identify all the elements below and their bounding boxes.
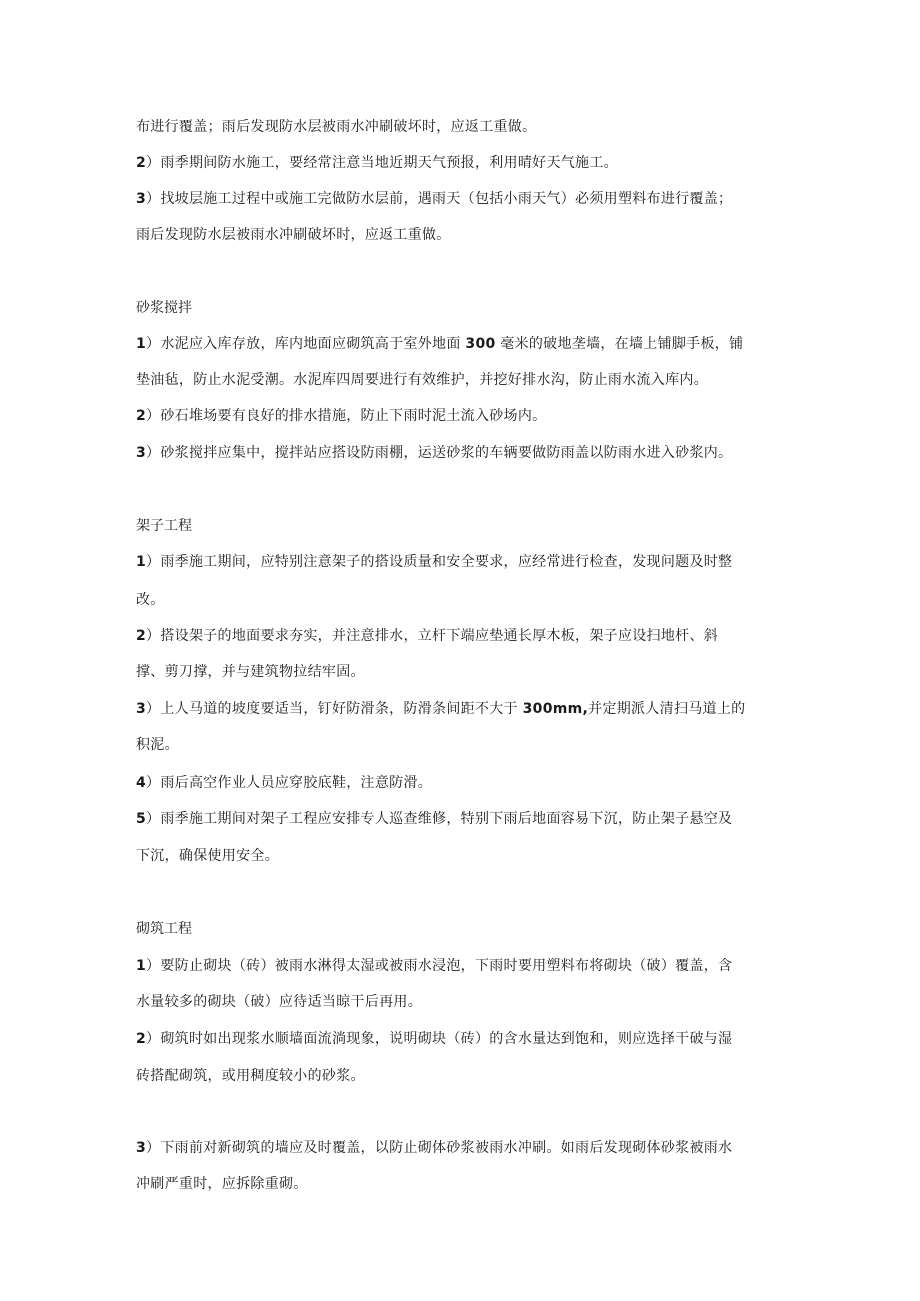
item-number: 4 [136, 775, 147, 791]
list-item [136, 626, 786, 646]
list-item [136, 1138, 786, 1158]
item-number: 5 [136, 811, 147, 827]
item-number: 1 [136, 336, 147, 352]
item-number: 2 [136, 408, 147, 424]
list-item [136, 443, 786, 463]
item-text: ）下雨前对新砌筑的墙应及时覆盖，以防止砌体砂浆被雨水冲刷。如雨后发现砌体砂浆被雨水 [146, 1140, 733, 1156]
paragraph-line [136, 662, 786, 682]
item-text: ）雨季施工期间对架子工程应安排专人巡查维修，特别下雨后地面容易下沉，防止架子悬空及 [146, 811, 733, 827]
section-heading-mortar: 砂浆搅拌 [136, 300, 192, 316]
paragraph-line [136, 846, 786, 866]
paragraph-line [136, 370, 786, 390]
item-text: ）砂浆搅拌应集中，搅拌站应搭设防雨棚，运送砂浆的车辆要做防雨盖以防雨水进入砂浆内。 [146, 445, 733, 461]
item-text: ）砂石堆场要有良好的排水措施，防止下雨时泥土流入砂场内。 [146, 408, 547, 424]
item-text: ）雨后高空作业人员应穿胶底鞋，注意防滑。 [146, 775, 433, 791]
paragraph-line [136, 992, 786, 1012]
item-text: ）上人马道的坡度要适当，钉好防滑条，防滑条间距不大于 [146, 701, 523, 717]
list-item [136, 1029, 786, 1049]
item-number: 2 [136, 155, 147, 171]
list-item [136, 773, 786, 793]
item-text: ）雨季施工期间，应特别注意架子的搭设质量和安全要求，应经常进行检查，发现问题及时整 [146, 554, 733, 570]
item-number: 1 [136, 554, 147, 570]
item-number: 3 [136, 445, 147, 461]
section-heading-scaffold: 架子工程 [136, 518, 192, 534]
item-text: 撑、剪刀撑，并与建筑物拉结牢固。 [136, 664, 365, 680]
item-text: 下沉，确保使用安全。 [136, 848, 279, 864]
item-text: ）要防止砌块（砖）被雨水淋得太湿或被雨水浸泡，下雨时要用塑料布将砌块（破）覆盖，含 [146, 958, 733, 974]
item-text: ）搭设架子的地面要求夯实，并注意排水，立杆下端应垫通长厚木板，架子应设扫地杆、斜 [146, 628, 719, 644]
item-text: 并定期派人清扫马道上的 [588, 701, 746, 717]
list-item [136, 809, 786, 829]
item-number: 3 [136, 191, 147, 207]
item-text: 垫油毡，防止水泥受潮。水泥库四周要进行有效维护，并挖好排水沟，防止雨水流入库内。 [136, 372, 708, 388]
item-text: 冲刷严重时，应拆除重砌。 [136, 1176, 308, 1192]
list-item [136, 334, 786, 354]
item-text: ）雨季期间防水施工，要经常注意当地近期天气预报，利用晴好天气施工。 [146, 155, 618, 171]
list-item [136, 552, 786, 572]
paragraph-line [136, 1066, 786, 1086]
paragraph-line [136, 1174, 786, 1194]
list-item [136, 189, 786, 209]
item-value: 300mm, [522, 701, 589, 717]
item-number: 2 [136, 628, 147, 644]
item-text: 砖搭配砌筑，或用稠度较小的砂浆。 [136, 1068, 365, 1084]
paragraph-line [136, 590, 786, 610]
item-text: ）砌筑时如出现浆水顺墙面流淌现象，说明砌块（砖）的含水量达到饱和，则应选择干破与湿 [146, 1031, 733, 1047]
paragraph-line [136, 225, 786, 245]
text: 布进行覆盖；雨后发现防水层被雨水冲刷破坏时，应返工重做。 [136, 119, 537, 135]
item-text: ）水泥应入库存放，库内地面应砌筑高于室外地面 [146, 336, 466, 352]
item-number: 3 [136, 1140, 147, 1156]
list-item [136, 699, 786, 719]
item-text: ）找坡层施工过程中或施工完做防水层前，遇雨天（包括小雨天气）必须用塑料布进行覆盖； [146, 191, 733, 207]
paragraph-line [136, 117, 786, 137]
list-item [136, 406, 786, 426]
section-heading-masonry: 砌筑工程 [136, 921, 192, 937]
item-text: 水量较多的砌块（破）应待适当晾干后再用。 [136, 994, 422, 1010]
item-value: 300 [465, 336, 496, 352]
paragraph-line [136, 735, 786, 755]
item-text: 积泥。 [136, 737, 179, 753]
list-item [136, 956, 786, 976]
item-number: 2 [136, 1031, 147, 1047]
list-item [136, 153, 786, 173]
item-number: 3 [136, 701, 147, 717]
item-text: 改。 [136, 592, 165, 608]
item-text: 雨后发现防水层被雨水冲刷破坏时，应返工重做。 [136, 227, 451, 243]
item-text: 毫米的破地垄墙，在墙上铺脚手板，铺 [495, 336, 744, 352]
item-number: 1 [136, 958, 147, 974]
